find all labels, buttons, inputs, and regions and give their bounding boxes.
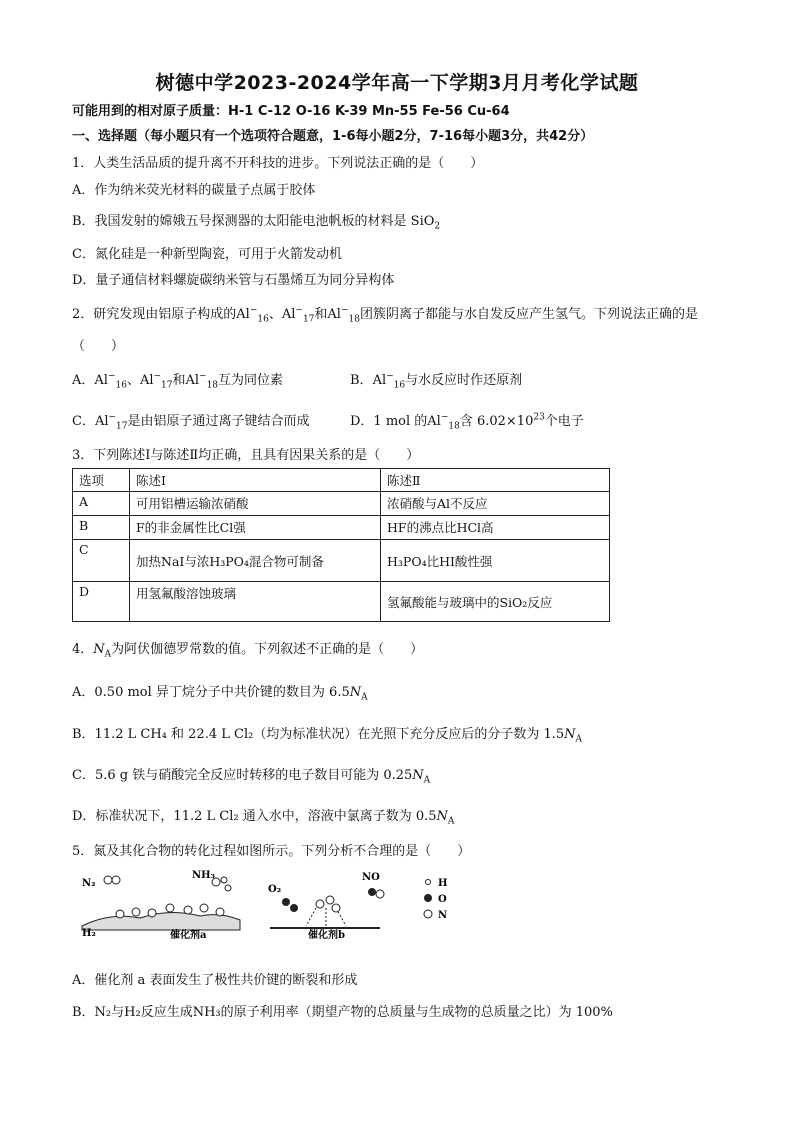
- table-row: [73, 582, 610, 622]
- table-cell: 用氢氟酸溶蚀玻璃: [130, 582, 381, 622]
- n2-molecule: [104, 876, 120, 884]
- q3-table: [72, 468, 610, 622]
- catalyst-b-bonds: [306, 908, 346, 926]
- table-cell: D: [73, 582, 130, 622]
- table-cell: B: [73, 516, 130, 540]
- table-header-row: [73, 469, 610, 492]
- section-heading: 一、选择题（每小题只有一个选项符合题意，1-6每小题2分，7-16每小题3分，共42分）: [72, 129, 594, 144]
- table-row: [73, 516, 610, 540]
- table-cell: F的非金属性比Cl强: [130, 516, 381, 540]
- label-catalyst-a: 催化剂a: [170, 930, 207, 940]
- o2-molecule: [282, 898, 298, 912]
- label-no: NO: [362, 872, 380, 883]
- table-cell: 浓硝酸与Al不反应: [381, 492, 610, 516]
- q1-option-a: A．作为纳米荧光材料的碳量子点属于胶体: [72, 183, 316, 198]
- q5-option-a: A．催化剂 a 表面发生了极性共价键的断裂和形成: [72, 973, 358, 988]
- label-h2: H₂: [82, 928, 96, 939]
- table-cell: HF的沸点比HCl高: [381, 516, 610, 540]
- legend-n-circle: [424, 910, 432, 918]
- label-catalyst-b: 催化剂b: [308, 930, 345, 940]
- table-header-cell: 陈述Ⅰ: [130, 469, 381, 492]
- legend-n: N: [438, 910, 448, 921]
- legend-h-circle: [426, 880, 431, 885]
- q1-stem: 1．人类生活品质的提升离不开科技的进步。下列说法正确的是（ ）: [72, 156, 484, 171]
- q1-option-d: D．量子通信材料螺旋碳纳米管与石墨烯互为同分异构体: [72, 273, 395, 288]
- q1-option-b: B．我国发射的嫦娥五号探测器的太阳能电池帆板的材料是 SiO$_2$: [72, 214, 441, 232]
- q4-stem: 4．$N_A$为阿伏伽德罗常数的值。下列叙述不正确的是（ ）: [72, 642, 424, 660]
- label-o2: O₂: [268, 884, 282, 895]
- table-row: [73, 540, 610, 582]
- label-n2: N₂: [82, 878, 96, 889]
- atomic-masses: 可能用到的相对原子质量：H-1 C-12 O-16 K-39 Mn-55 Fe-56 Cu-64: [72, 104, 510, 119]
- q4-option-c: C．5.6 g 铁与硝酸完全反应时转移的电子数目可能为 $0.25N_A$: [72, 768, 431, 786]
- catalyst-a-surface: [82, 912, 240, 930]
- table-header-cell: 选项: [73, 469, 130, 492]
- table-cell: A: [73, 492, 130, 516]
- q2-stem: 2．研究发现由铝原子构成的$Al^-_{16}$、$Al^-_{17}$和$Al^-_{18}$团簇阴离子都能与水自发反应产生氢气。下列说法正确的是: [72, 305, 698, 325]
- q2-option-d: D．1 mol 的$Al^-_{18}$含 $6.02\times 10^{23}$个电子: [350, 412, 584, 432]
- q1-option-c: C．氮化硅是一种新型陶瓷，可用于火箭发动机: [72, 247, 342, 262]
- q4-option-b: B．11.2 L CH₄ 和 22.4 L Cl₂（均为标准状况）在光照下充分反应后的分子数为 $1.5N_A$: [72, 727, 582, 745]
- table-cell: C: [73, 540, 130, 582]
- table-cell: 加热NaI与浓H₃PO₄混合物可制备: [130, 540, 381, 582]
- page-title: 树德中学2023-2024学年高一下学期3月月考化学试题: [155, 72, 639, 94]
- no-molecule: [368, 888, 384, 898]
- table-cell: 可用铝槽运输浓硝酸: [130, 492, 381, 516]
- q5-option-b: B．N₂与H₂反应生成NH₃的原子利用率（期望产物的总质量与生成物的总质量之比）为 100%: [72, 1005, 613, 1020]
- q5-stem: 5．氮及其化合物的转化过程如图所示。下列分析不合理的是（ ）: [72, 844, 471, 859]
- q2-answer-paren: （ ）: [72, 339, 125, 354]
- table-cell: H₃PO₄比HI酸性强: [381, 540, 610, 582]
- legend-h: H: [438, 878, 448, 889]
- table-header-cell: 陈述Ⅱ: [381, 469, 610, 492]
- q4-option-d: D．标准状况下，11.2 L Cl₂ 通入水中，溶液中氯离子数为 $0.5N_A$: [72, 809, 455, 827]
- q2-option-b: B．$Al^-_{16}$与水反应时作还原剂: [350, 371, 523, 391]
- legend-o-circle: [424, 894, 432, 902]
- table-row: [73, 492, 610, 516]
- q2-option-a: A．$Al^-_{16}$、$Al^-_{17}$和$Al^-_{18}$互为同位素: [72, 371, 284, 391]
- table-cell: 氢氟酸能与玻璃中的SiO₂反应: [381, 582, 610, 622]
- legend-o: O: [438, 894, 447, 905]
- q3-stem: 3．下列陈述Ⅰ与陈述Ⅱ均正确，且具有因果关系的是（ ）: [72, 448, 420, 463]
- catalyst-b-atoms: [316, 896, 340, 912]
- catalyst-diagram: [80, 868, 480, 940]
- label-nh3: NH₃: [192, 870, 215, 881]
- q2-option-c: C．$Al^-_{17}$是由铝原子通过离子键结合而成: [72, 412, 310, 432]
- q4-option-a: A．0.50 mol 异丁烷分子中共价键的数目为 $6.5N_A$: [72, 685, 368, 703]
